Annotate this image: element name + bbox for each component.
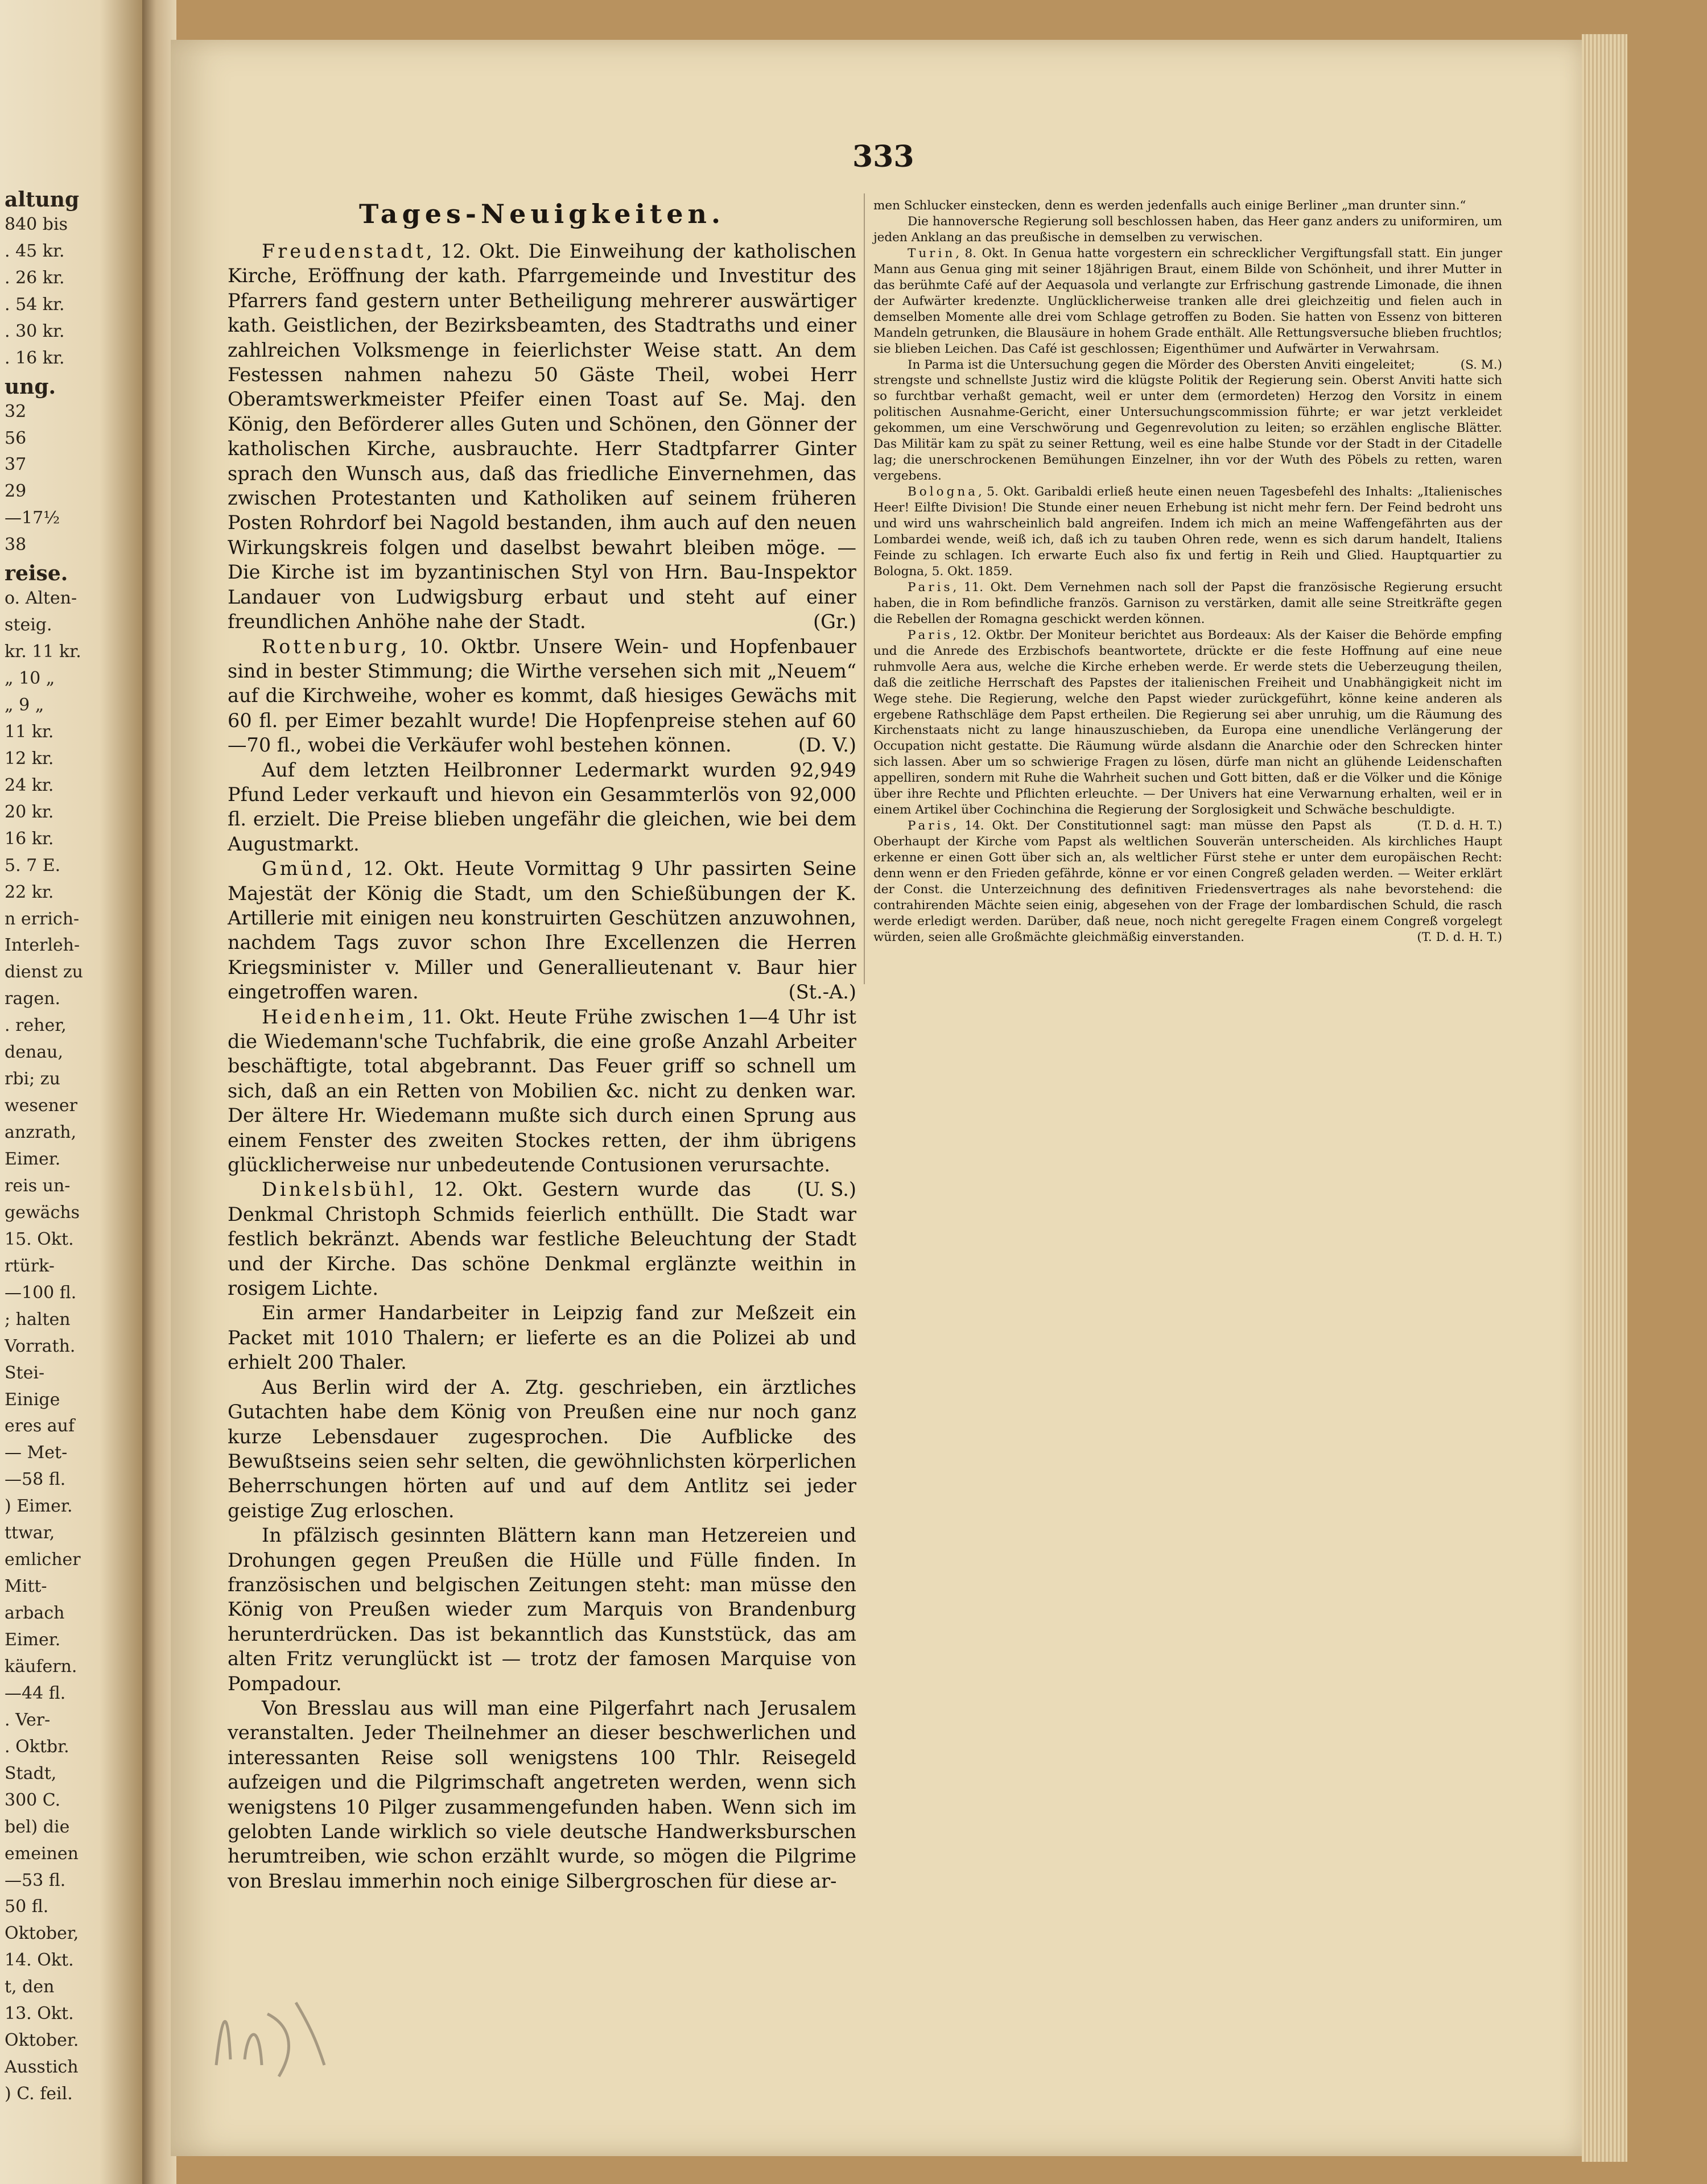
left-page-fragment: Oktober, (5, 1923, 79, 1944)
article-source: (S. M.) (1460, 357, 1502, 372)
left-page-fragment: Mitt- (5, 1576, 47, 1597)
article-text: Ein armer Handarbeiter in Leipzig fand zur Meßzeit ein Packet mit 1010 Thalern; er lieferte es an die Polizei ab und erhielt 200 Thaler. (228, 1302, 856, 1374)
left-page-fragment: Eimer. (5, 1149, 61, 1169)
left-page-fragment: Vorrath. (5, 1336, 76, 1356)
left-page-fragment: . 45 kr. (5, 241, 65, 261)
left-page-fragment: rtürk- (5, 1256, 55, 1276)
left-page-fragment: ; halten (5, 1309, 71, 1330)
left-page-fragment: ttwar, (5, 1523, 55, 1543)
left-page-fragment: gewächs (5, 1202, 80, 1223)
left-page-fragment: 12 kr. (5, 748, 54, 769)
article-dateline-place: Rottenburg (262, 635, 401, 658)
left-page-fragment: 840 bis (5, 214, 68, 234)
article-text: , 10. Oktbr. Unsere Wein- und Hopfenbauer sind in bester Stimmung; die Wirthe versehen sich mit „Neuem“ auf die Kirchweihe, woher es kommt, daß hiesiges Gewächs mit 60 fl. per Eimer bezahlt wurde! Die Hopfenpreise stehen auf 60—70 fl., wobei die Verkäufer wohl bestehen können. (228, 635, 856, 757)
article-text: In pfälzisch gesinnten Blättern kann man Hetzereien und Drohungen gegen Preußen die Hülle und Fülle finden. In französischen und belgischen Zeitungen steht: man müsse den König von Preußen wieder zum Marquis von Brandenburg herunterdrücken. Das ist bekanntlich das Kunststück, das am alten Fritz verunglückt ist — trotz der famosen Marquise von Pompadour. (228, 1524, 856, 1695)
left-page-fragment: 20 kr. (5, 802, 54, 822)
article-text: In Parma ist die Untersuchung gegen die Mörder des Obersten Anviti eingeleitet; strengste und schnellste Justiz wird die klügste Politik der Regierung sein. Oberst Anviti hatte sich so furchtbar verhaßt gemacht, weil er unter dem (ermordeten) Herzog den Vorsitz in einem politischen Ausnahme-Gericht, einer Untersuchungscommission führte; er war jetzt verkleidet gekommen, um eine Verschwörung und Gegenrevolution zu leiten; so erzählen englische Blätter. Das Militär kam zu spät zu seiner Rettung, weil es eine halbe Stunde vor der Stadt in der Citadelle lag; die unerschrockenen Bemühungen Einzelner, ihn vor der Wuth des Pöbels zu retten, waren vergebens. (873, 357, 1502, 484)
left-page-fragment: arbach (5, 1603, 65, 1624)
left-page-fragment: 14. Okt. (5, 1950, 74, 1971)
article-dateline-place: Gmünd (262, 857, 347, 880)
left-page-fragment: altung (5, 188, 80, 212)
left-page-fragment: emlicher (5, 1550, 81, 1570)
article-text: , 5. Okt. Garibaldi erließ heute einen neuen Tagesbefehl des Inhalts: „Italienisches Heer! Eilfte Division! Die Stunde einer neuen Erhebung ist nicht mehr fern. Der Feind bedroht uns und wird uns wahrscheinlich bald angreifen. Indem ich mich an meine Waffengefährten aus der Lombardei wende, weiß ich, daß ich zu tauben Ohren rede, wenn es sich darum handelt, Italiens Feinde zu schlagen. Ich erwarte Euch also fix und fertig in Reih und Glied. Hauptquartier zu Bologna, 5. Okt. 1859. (873, 485, 1502, 579)
article-source: (T. D. d. H. T.) (1417, 930, 1502, 944)
news-article (873, 198, 1502, 214)
left-page-fragment: 15. Okt. (5, 1229, 74, 1249)
left-page-fragment: anzrath, (5, 1122, 77, 1143)
article-dateline-place: Heidenheim (262, 1005, 408, 1028)
left-page-fragment: ) C. feil. (5, 2084, 73, 2104)
article-text: Aus Berlin wird der A. Ztg. geschrieben, ein ärztliches Gutachten habe dem König von Preußen eine nur noch ganz kurze Lebensdauer zugesprochen. Die Aufblicke des Bewußtseins seien sehr selten, die gewöhnlichsten körperlichen Beherrschungen hörten auf und auf dem Antlitz sei jeder geistige Zug erloschen. (228, 1376, 856, 1522)
left-page-fragment: Einige (5, 1389, 60, 1410)
left-page-fragment: 50 fl. (5, 1897, 49, 1917)
article-source: (T. D. d. H. T.) (1417, 819, 1502, 833)
left-page-fragment: denau, (5, 1042, 64, 1063)
news-article (228, 758, 856, 857)
left-page-fragment: t, den (5, 1977, 55, 1997)
news-article (228, 856, 856, 1004)
left-page-edge (0, 0, 142, 2184)
left-page-fragment: 56 (5, 428, 27, 448)
article-text: , 11. Okt. Heute Frühe zwischen 1—4 Uhr ist die Wiedemann'sche Tuchfabrik, die eine große Anzahl Arbeiter beschäftigte, total abgebrannt. Das Feuer griff so schnell um sich, daß an ein Retten von Mobilien &c. nicht zu denken war. Der ältere Hr. Wiedemann mußte sich durch einen Sprung aus einem Fenster des zweiten Stockes retten, der ihm übrigens glücklicherweise nur unbedeutende Contusionen verursachte. (228, 1005, 856, 1176)
news-article (873, 818, 1502, 946)
article-dateline-place: Freudenstadt (262, 240, 427, 262)
left-page-fragment: . 30 kr. (5, 321, 65, 341)
article-source: (Gr.) (813, 610, 856, 633)
article-dateline-place: Paris (908, 819, 953, 833)
left-page-fragment: 32 (5, 401, 27, 422)
news-article (228, 1696, 856, 1893)
left-page-fragment: eres auf (5, 1416, 75, 1436)
left-page-fragment: reis un- (5, 1175, 71, 1196)
article-text: Auf dem letzten Heilbronner Ledermarkt wurden 92,949 Pfund Leder verkauft und hievon ein Gesammterlös von 92,000 fl. erzielt. Die Preise blieben ungefähr die gleichen, wie bei dem Augustmarkt. (228, 758, 856, 855)
left-page-fragment: 300 C. (5, 1790, 61, 1810)
left-page-fragment: — Met- (5, 1443, 68, 1463)
page-number: 333 (852, 139, 914, 174)
left-page-fragment: dienst zu (5, 962, 83, 982)
article-text: , 12. Okt. Heute Vormittag 9 Uhr passirten Seine Majestät der König die Stadt, um den Schießübungen der K. Artillerie mit einigen neu konstruirten Geschützen anzuwohnen, nachdem Tags zuvor schon Ihre Excellenzen die Herren Kriegsminister v. Miller und Generallieutenant v. Baur hier eingetroffen waren. (228, 857, 856, 1004)
left-page-fragment: . Oktbr. (5, 1736, 69, 1757)
left-page-fragment: —53 fl. (5, 1870, 66, 1890)
left-page-fragment: 5. 7 E. (5, 855, 61, 876)
left-page-fragment: Eimer. (5, 1630, 61, 1650)
article-source: (D. V.) (798, 734, 856, 757)
left-page-fragment: 29 (5, 481, 27, 502)
left-page-fragment: 24 kr. (5, 775, 54, 795)
left-page-fragment: . 16 kr. (5, 348, 65, 368)
left-page-fragment: n errich- (5, 909, 80, 929)
left-page-fragment: 11 kr. (5, 721, 54, 742)
left-page-fragment: . reher, (5, 1015, 67, 1036)
left-page-fragment: rbi; zu (5, 1069, 60, 1089)
left-page-fragment: Stadt, (5, 1763, 57, 1783)
news-article (873, 627, 1502, 833)
section-heading: Tages-Neuigkeiten. (358, 199, 725, 229)
article-source: (U. S.) (797, 1178, 856, 1201)
left-page-fragment: ragen. (5, 989, 61, 1009)
article-text: men Schlucker einstecken, denn es werden jedenfalls auch einige Berliner „man drunter sinn.“ (873, 199, 1466, 213)
left-page-fragment: —44 fl. (5, 1683, 66, 1703)
left-page-fragment: —100 fl. (5, 1282, 77, 1303)
news-article (873, 357, 1502, 485)
column-2 (873, 198, 1502, 946)
left-page-fragment: Oktober. (5, 2030, 79, 2051)
news-article (228, 1301, 856, 1374)
left-page-fragment: Stei- (5, 1363, 45, 1383)
article-source: (St.-A.) (788, 981, 856, 1004)
left-page-fragment: —58 fl. (5, 1469, 66, 1490)
news-article (228, 634, 856, 758)
page-edges (1582, 34, 1627, 2162)
left-page-fragment: —17½ (5, 508, 60, 529)
news-article (873, 246, 1502, 372)
left-page-fragment: wesener (5, 1096, 77, 1116)
article-text: Von Bresslau aus will man eine Pilgerfahrt nach Jerusalem veranstalten. Jeder Theilnehmer an dieser beschwerlichen und interessanten Reise soll wenigstens 100 Thlr. Reisegeld aufzeigen und die Pilgrimschaft angetreten werden, wenn sich wenigstens 10 Pilger zusammengefunden haben. Wenn sich im gelobten Lande wirklich so viele deutsche Handwerksburschen herumtreiben, wie schon erzählt wurde, so mögen die Pilgrime von Breslau immerhin noch einige Silbergroschen für diese ar- (228, 1696, 856, 1892)
left-page-fragment: o. Alten- (5, 588, 77, 609)
article-text: , 12. Okt. Die Einweihung der katholischen Kirche, Eröffnung der kath. Pfarrgemeinde und Investitur des Pfarrers fand gestern unter Betheiligung mehrerer auswärtiger kath. Geistlichen, der Bezirksbeamten, des Stadtraths und einer zahlreichen Volksmenge in feierlichster Weise statt. An dem Festessen nahmen nahezu 50 Gäste Theil, wobei Herr Oberamtswerkmeister Pfeifer einen Toast auf Se. Maj. den König, den Beförderer alles Guten und Schönen, den Gönner der katholischen Kirche, ausbrauchte. Herr Stadtpfarrer Ginter sprach den Wunsch aus, daß das friedliche Einvernehmen, das zwischen Protestanten und Katholiken auf seinem früheren Posten Rohrdorf bei Nagold bestanden, ihm auch auf den neuen Wirkungskreis folgen und daselbst bewahrt bleiben möge. — Die Kirche ist im byzantinischen Styl von Hrn. Bau-Inspektor Landauer von Ludwigsburg erbaut und steht auf einer freundlichen Anhöhe nahe der Stadt. (228, 240, 856, 633)
article-dateline-place: Paris (908, 627, 953, 642)
left-page-fragment: bel) die (5, 1816, 70, 1837)
news-article (873, 484, 1502, 580)
left-page-fragment: emeinen (5, 1843, 79, 1864)
left-page-fragment: steig. (5, 615, 52, 635)
news-article (228, 239, 856, 634)
column-1 (228, 198, 856, 1893)
left-page-fragment: 16 kr. (5, 828, 54, 849)
news-article (228, 1523, 856, 1696)
article-text: , 8. Okt. In Genua hatte vorgestern ein schrecklicher Vergiftungsfall statt. Ein junger Mann aus Genua ging mit seiner 18jährigen Braut, einem Bilde von Schönheit, und ihrer Mutter in das berühmte Café auf der Aequasola und verlangte zur Erfrischung gastrende Limonade, die ihnen der Aufwärter kredenzte. Unglücklicherweise tranken alle drei gleichzeitig und fielen auch in demselben Momente alle drei vom Schlage getroffen zu Boden. Sie hatten von Essenz von bitteren Mandeln getrunken, die Blausäure in hohem Grade enthält. Alle Rettungsversuche blieben fruchtlos; sie blieben Leichen. Das Café ist geschlossen; Eigenthümer und Aufwärter in Verwahrsam. (873, 246, 1502, 356)
left-page-fragment: . 54 kr. (5, 294, 65, 315)
left-page-fragment: reise. (5, 562, 68, 586)
column-divider (864, 193, 865, 984)
pencil-annotation (205, 1980, 341, 2088)
article-dateline-place: Paris (908, 580, 953, 594)
left-page-fragment: ung. (5, 374, 56, 399)
article-dateline-place: Bologna (908, 485, 978, 499)
left-page-fragment: käufern. (5, 1656, 77, 1677)
left-page-fragment: 13. Okt. (5, 2004, 74, 2024)
column-1-articles (228, 239, 856, 1893)
left-page-fragment: 38 (5, 535, 27, 555)
article-dateline-place: Turin (908, 246, 956, 261)
left-page-fragment: kr. 11 kr. (5, 642, 81, 662)
article-text: , 11. Okt. Dem Vernehmen nach soll der Papst die französische Regierung ersucht haben, die in Rom befindliche französ. Garnison zu verstärken, damit alle seine Streitkräfte gegen die Rebellen der Romagna geschickt werden können. (873, 580, 1502, 626)
news-article (228, 1375, 856, 1523)
left-page-fragment: „ 9 „ (5, 695, 44, 715)
left-page-fragment: 22 kr. (5, 882, 54, 902)
article-dateline-place: Dinkelsbühl (262, 1178, 409, 1201)
left-page-fragment: 37 (5, 455, 27, 475)
left-page-fragment: . 26 kr. (5, 267, 65, 288)
news-article (873, 580, 1502, 627)
left-page-fragment: Interleh- (5, 935, 80, 956)
left-page-fragment: ) Eimer. (5, 1496, 73, 1517)
article-text: Die hannoversche Regierung soll beschlossen haben, das Heer ganz anders zu uniformiren, um jeden Anklang an das preußische in demselben zu verwischen. (873, 214, 1502, 245)
article-text: , 12. Oktbr. Der Moniteur berichtet aus Bordeaux: Als der Kaiser die Behörde empfing und die Anrede des Erzbischofs beantwortete, drückte er die feste Hoffnung auf eine neue ruhmvolle Aera aus, welche die Kirche erheben werde. Er werde stets die Ueberzeugung theilen, daß die zeitliche Herrschaft des Papstes der italienischen Freiheit und Unabhängigkeit nicht im Wege stehe. Die Regierung, welche den Papst wieder zurückgeführt, könne keine anderen als ergebene Rathschläge dem Papst ertheilen. Die Regierung sei aber unruhig, um die Räumung des Kirchenstaats nicht zu lange hinauszuschieben, da Europa eine unendliche Verlängerung der Occupation nicht gestatte. Die Räumung würde alsdann die Anarchie oder den Schrecken hinter sich lassen. Aber um so schwierige Fragen zu lösen, dürfe man nicht an glühende Leidenschaften appelliren, sondern mit Ruhe die Wahrheit suchen und Gott bitten, daß er die Völker und die Könige über ihre Rechte und Pflichten erleuchte. — Der Univers hat eine Verwarnung erhalten, weil er in einem Artikel über Cochinchina die Regierung der Sorglosigkeit und Schwäche beschuldigte. (873, 627, 1502, 818)
article-text: , 14. Okt. Der Constitutionnel sagt: man müsse den Papst als Oberhaupt der Kirche vom Papst als weltlichen Souverän unterscheiden. Als kirchliches Haupt erkenne er einen Gott über sich an, als weltlicher Fürst stehe er unter dem europäischen Recht: denn wenn er den Frieden gefährde, könne er vor einen Congreß geladen werden. — Weiter erklärt der Const. die Unterzeichnung des definitiven Friedensvertrages als nahe bevorstehend: die contrahirenden Mächte seien einig, abgesehen von der Frage der lombardischen Schuld, die rasch werde erledigt werden. Darüber, daß neue, noch nicht geregelte Fragen einem Congreß vorgelegt würden, seien alle Großmächte gleichmäßig einverstanden. (873, 819, 1502, 944)
left-page-fragment: Ausstich (5, 2057, 79, 2078)
left-page-fragment: . Ver- (5, 1710, 51, 1730)
news-article (873, 214, 1502, 246)
article-text: , 12. Okt. Gestern wurde das Denkmal Christoph Schmids feierlich enthüllt. Die Stadt war festlich bekränzt. Abends war festliche Beleuchtung der Stadt und der Kirche. Das schöne Denkmal erglänzte weithin in rosigem Lichte. (228, 1178, 856, 1300)
left-page-fragment: „ 10 „ (5, 668, 55, 688)
column-2-articles (873, 198, 1502, 946)
